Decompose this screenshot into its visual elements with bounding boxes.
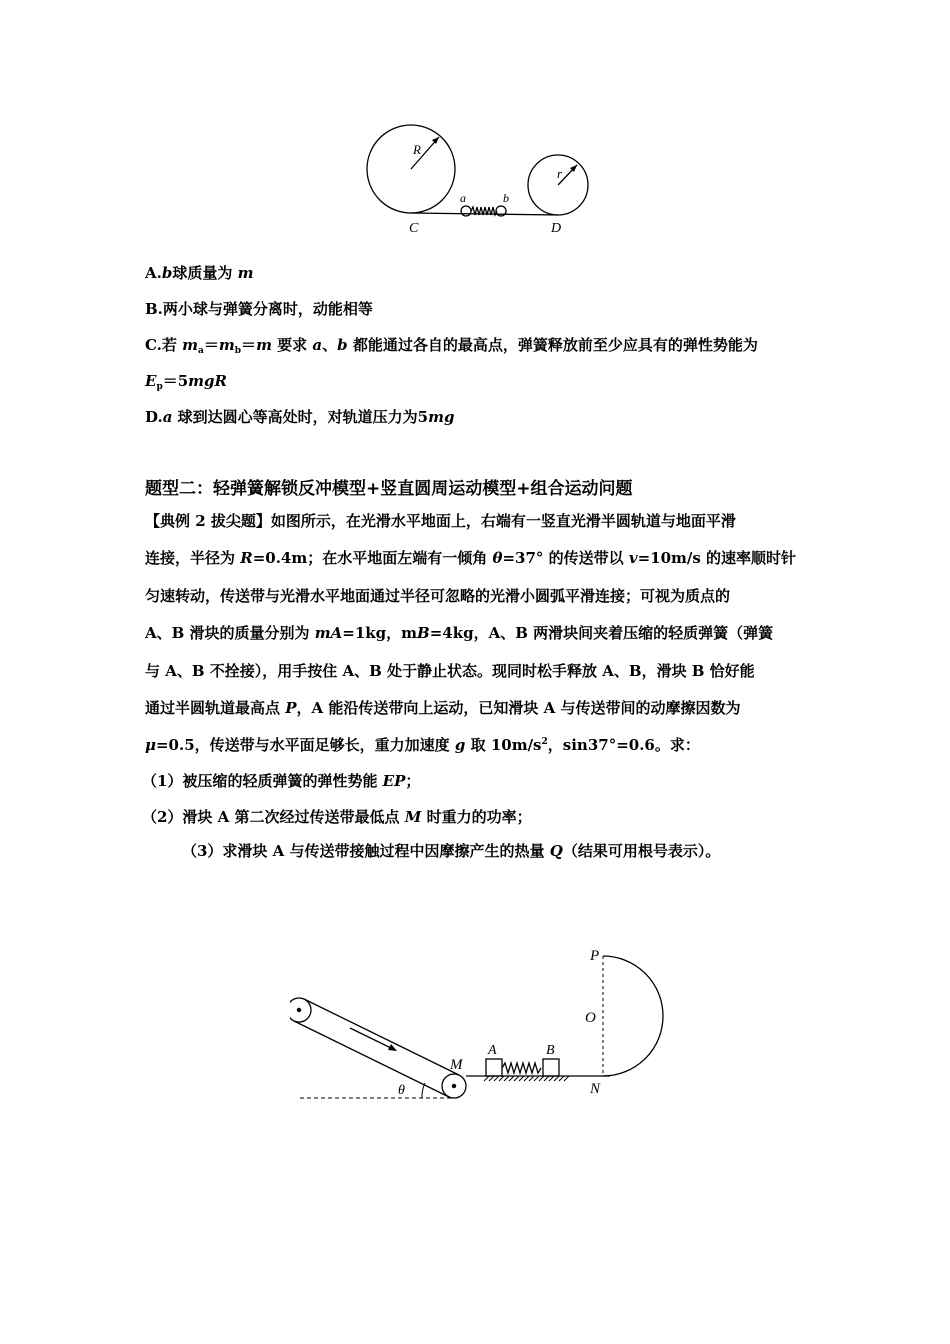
label-A: A xyxy=(488,1043,497,1058)
option-d: D.a 球到达圆心等高处时，对轨道压力为5mg xyxy=(145,408,455,426)
question-3: （3）求滑块 A 与传送带接触过程中因摩擦产生的热量 Q（结果可用根号表示）。 xyxy=(182,842,721,860)
label-C: C xyxy=(409,221,419,236)
ground-hatch xyxy=(484,1076,569,1081)
option-a: A.b球质量为 m xyxy=(145,264,254,282)
section-title: 题型二：轻弹簧解锁反冲模型+竖直圆周运动模型+组合运动问题 xyxy=(145,479,633,499)
label-D: D xyxy=(551,221,562,236)
label-R: R xyxy=(413,142,421,157)
problem-line-3: 匀速转动，传送带与光滑水平地面通过半径可忽略的光滑小圆弧平滑连接；可视为质点的 xyxy=(145,587,731,605)
problem-line-7: μ=0.5，传送带与水平面足够长，重力加速度 g 取 $10m/s^2$，sin37°=0.6。求： xyxy=(145,736,700,754)
label-B: B xyxy=(546,1043,555,1058)
question-1: （1）被压缩的轻质弹簧的弹性势能 EP； xyxy=(142,772,421,790)
label-b: b xyxy=(503,191,509,205)
spring-ab xyxy=(502,1063,541,1073)
label-a: a xyxy=(460,191,466,205)
label-P: P xyxy=(590,948,600,964)
theta-arc xyxy=(422,1083,425,1098)
problem-line-1: 【典例 2 拔尖题】如图所示，在光滑水平地面上，右端有一竖直光滑半圆轨道与地面平滑 xyxy=(145,512,736,530)
option-c: C.若 $m_a=m_b=m$ 要求 a、b 都能通过各自的最高点，弹簧释放前至少应具有的弹性势能为 xyxy=(145,336,758,356)
ball-a xyxy=(461,206,471,216)
question-2: （2）滑块 A 第二次经过传送带最低点 M 时重力的功率； xyxy=(142,808,532,826)
label-theta: θ xyxy=(398,1083,405,1098)
figure-conveyor-track xyxy=(290,938,680,1108)
figure-circles-spring xyxy=(355,118,605,243)
label-O: O xyxy=(585,1010,596,1026)
label-N: N xyxy=(590,1081,601,1097)
option-b: B.两小球与弹簧分离时，动能相等 xyxy=(145,300,373,318)
ground-line xyxy=(411,213,558,215)
label-r: r xyxy=(557,166,563,181)
block-a xyxy=(486,1059,502,1076)
problem-line-4: A、B 滑块的质量分别为 mA=1kg，mB=4kg，A、B 两滑块间夹着压缩的轻质弹簧（弹簧 xyxy=(145,624,774,642)
semicircle-track xyxy=(603,956,663,1076)
problem-line-2: 连接，半径为 R=0.4m；在水平地面左端有一倾角 θ=37° 的传送带以 v=10m/s 的速率顺时针 xyxy=(145,549,797,567)
problem-line-6: 通过半圆轨道最高点 P，A 能沿传送带向上运动，已知滑块 A 与传送带间的动摩擦因数为 xyxy=(145,699,741,717)
label-M: M xyxy=(450,1057,463,1073)
problem-line-5: 与 A、B 不拴接），用手按住 A、B 处于静止状态。现同时松手释放 A、B，滑块 B 恰好能 xyxy=(145,662,755,680)
direction-arrow xyxy=(350,1028,395,1050)
block-b xyxy=(543,1059,559,1076)
option-c-cont: $E_p=5mgR$ xyxy=(145,372,227,392)
